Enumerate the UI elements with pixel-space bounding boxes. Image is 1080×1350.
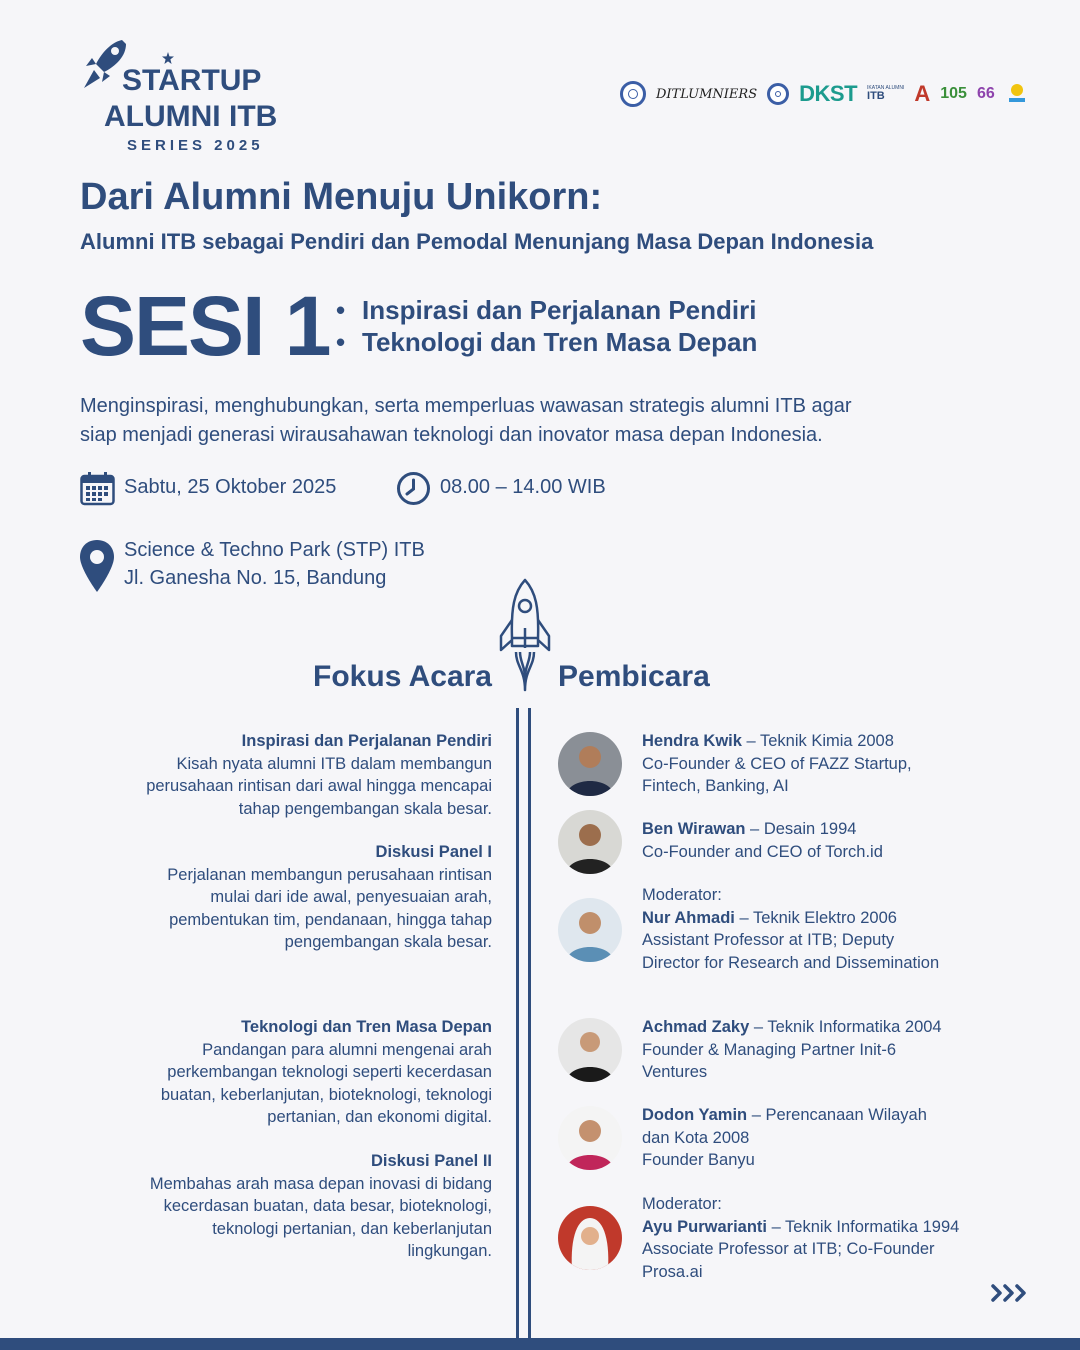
speaker-info: Moderator: Ayu Purwarianti – Teknik Informatika 1994 Associate Professor at ITB; Co-Founder Prosa.ai xyxy=(642,1195,960,1281)
partner-ia-itb: IKATAN ALUMNI ITB xyxy=(867,85,905,102)
speaker-info: Dodon Yamin – Perencanaan Wilayah dan Kota 2008 Founder Banyu xyxy=(642,1106,927,1169)
avatar xyxy=(558,732,622,796)
person-photo-icon xyxy=(558,1018,622,1082)
person-photo-icon xyxy=(558,732,622,796)
location-pin-icon xyxy=(80,540,114,592)
person-photo-icon xyxy=(558,810,622,874)
event-venue: Science & Techno Park (STP) ITB xyxy=(124,539,425,561)
focus-heading: Fokus Acara xyxy=(313,660,492,693)
partner-a-logo: A xyxy=(914,81,931,106)
speaker-info: Moderator: Nur Ahmadi – Teknik Elektro 2006 Assistant Professor at ITB; Deputy Director for Research and Dissemination xyxy=(642,886,940,972)
moderator-label: Moderator: xyxy=(642,886,722,904)
calendar-icon xyxy=(80,471,115,506)
page-subtitle: Alumni ITB sebagai Pendiri dan Pemodal Menunjang Masa Depan Indonesia xyxy=(80,229,874,254)
brand-series: SERIES 2025 xyxy=(127,137,264,154)
partner-dkst: DKST xyxy=(799,81,858,106)
partner-ditlum: DITLUMNIERS xyxy=(656,86,758,102)
column-divider xyxy=(516,708,519,1338)
itb-seal-icon xyxy=(767,83,789,105)
partner-105-logo: 105 xyxy=(940,85,967,102)
person-photo-icon xyxy=(558,1106,622,1170)
partner-emblem-icon xyxy=(1005,82,1029,106)
person-photo-icon xyxy=(558,898,622,962)
session-label: SESI 1 xyxy=(80,279,330,373)
avatar xyxy=(558,898,622,962)
avatar xyxy=(558,810,622,874)
avatar xyxy=(558,1018,622,1082)
speaker-info: Hendra Kwik – Teknik Kimia 2008 Co-Founder & CEO of FAZZ Startup, Fintech, Banking, AI xyxy=(642,732,912,795)
bottom-bar xyxy=(0,1338,1080,1350)
focus-item: Diskusi Panel I Perjalanan membangun perusahaan rintisan mulai dari ide awal, penyesuaian arah, pembentukan tim, pendanaan, hingga tahap pengembangan skala besar. xyxy=(167,843,492,951)
next-arrows-icon[interactable] xyxy=(990,1283,1030,1303)
intro-text: Menginspirasi, menghubungkan, serta memperluas wawasan strategis alumni ITB agar siap menjadi generasi wirausahawan teknologi dan inovator masa depan Indonesia. xyxy=(80,395,852,446)
brand-logo xyxy=(82,38,302,158)
event-address: Jl. Ganesha No. 15, Bandung xyxy=(124,567,387,589)
itb-seal-icon xyxy=(620,81,646,107)
event-date: Sabtu, 25 Oktober 2025 xyxy=(124,476,337,498)
focus-item: Inspirasi dan Perjalanan Pendiri Kisah nyata alumni ITB dalam membangun perusahaan rintisan dari awal hingga mencapai tahap pengembangan skala besar. xyxy=(146,732,492,818)
person-photo-icon xyxy=(558,1206,622,1270)
avatar xyxy=(558,1206,622,1270)
partner-66-logo: 66 xyxy=(976,85,995,102)
page-title: Dari Alumni Menuju Unikorn: xyxy=(80,176,603,218)
star-icon xyxy=(162,52,174,64)
partner-logos xyxy=(620,80,1029,108)
rocket-outline-icon xyxy=(498,578,552,694)
session-topic: • Teknologi dan Tren Masa Depan xyxy=(336,326,757,358)
event-time: 08.00 – 14.00 WIB xyxy=(440,476,606,498)
clock-icon xyxy=(396,471,431,506)
speaker-info: Achmad Zaky – Teknik Informatika 2004 Founder & Managing Partner Init-6 Ventures xyxy=(642,1018,942,1081)
brand-line-1: STARTUP xyxy=(122,64,262,97)
focus-item: Teknologi dan Tren Masa Depan Pandangan para alumni mengenai arah perkembangan teknologi seperti kecerdasan buatan, keberlanjutan, bioteknologi, teknologi pertanian, dan ekonomi digital. xyxy=(160,1018,492,1126)
moderator-label: Moderator: xyxy=(642,1195,722,1213)
session-topics xyxy=(336,294,757,358)
brand-line-2: ALUMNI ITB xyxy=(104,100,278,133)
speaker-info: Ben Wirawan – Desain 1994 Co-Founder and CEO of Torch.id xyxy=(642,820,883,861)
avatar xyxy=(558,1106,622,1170)
focus-item: Diskusi Panel II Membahas arah masa depan inovasi di bidang kecerdasan buatan, data besar, bioteknologi, teknologi pertanian, dan keberlanjutan lingkungan. xyxy=(149,1152,492,1260)
session-topic: • Inspirasi dan Perjalanan Pendiri xyxy=(336,294,757,326)
column-divider xyxy=(528,708,531,1338)
speakers-heading: Pembicara xyxy=(558,660,710,693)
